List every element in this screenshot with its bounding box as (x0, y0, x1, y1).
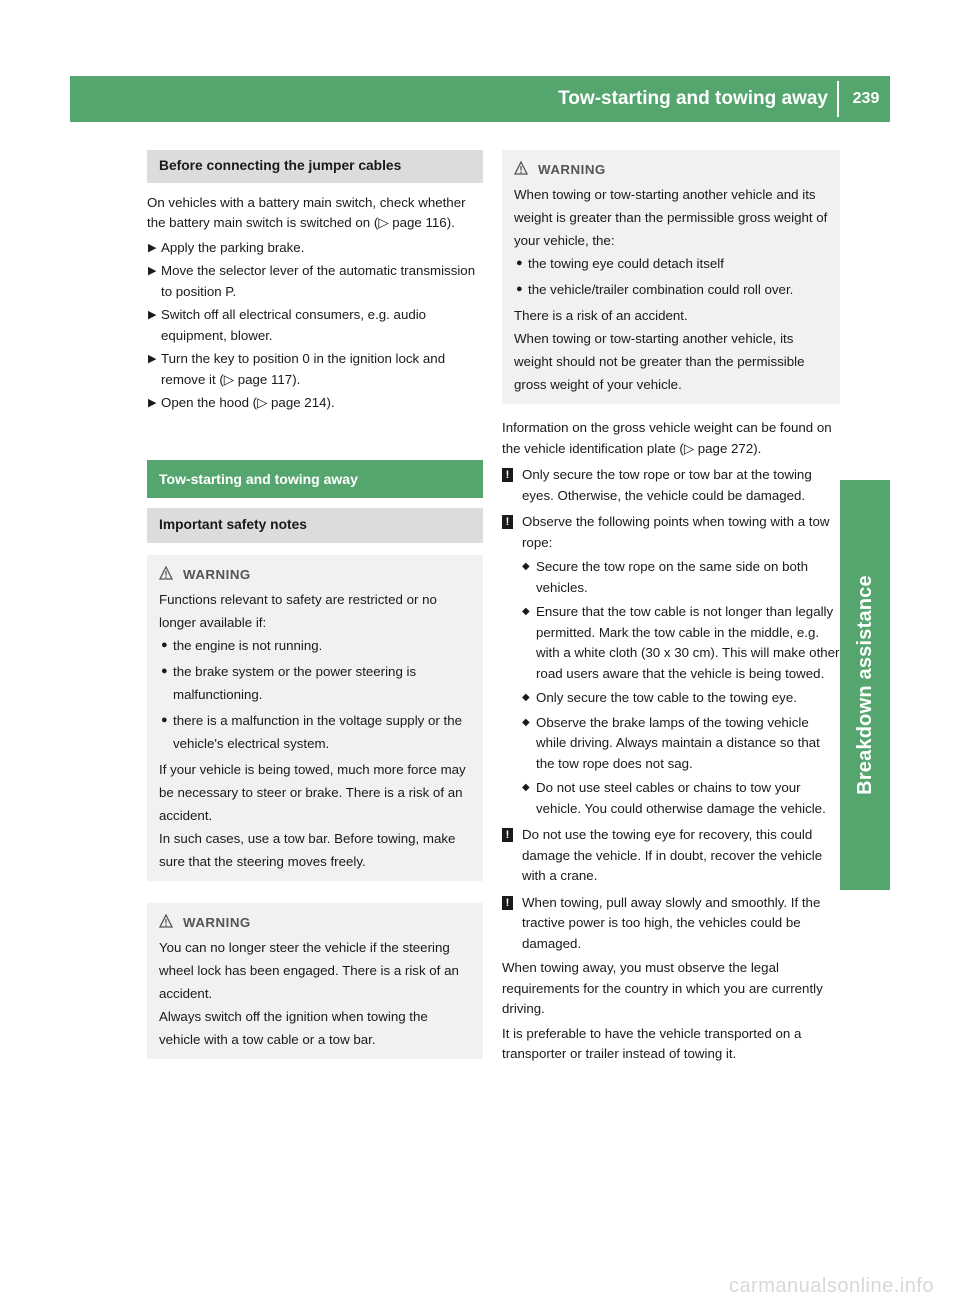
bullet-icon: ● (161, 664, 168, 677)
transport-recommendation-text: It is preferable to have the vehicle transported on a transporter or trailer instead of towing it. (502, 1025, 802, 1061)
diamond-bullet-icon: ◆ (522, 782, 530, 793)
gross-weight-info: Information on the gross vehicle weight can be found on the vehicle identification plate (▷ page 272). (502, 420, 832, 456)
warning-text: You can no longer steer the vehicle if the steering wheel lock has been engaged. There is a risk of an accident. (159, 939, 459, 1001)
sub-list-item: ◆ Observe the brake lamps of the towing vehicle while driving. Always maintain a distance so that the tow rope does not sag. (522, 714, 820, 771)
arrow-icon: ▶ (148, 265, 157, 277)
section-heading-towing: Tow-starting and towing away (147, 460, 483, 499)
subsection-heading-safety: Important safety notes (147, 508, 483, 543)
warning-text: Functions relevant to safety are restricted or no longer available if: (159, 591, 437, 630)
bullet-icon: ● (516, 283, 523, 295)
notice-item: ! Do not use the towing eye for recovery, this could damage the vehicle. If in doubt, recover the vehicle with a crane. (502, 825, 840, 887)
notice-item: ! Only secure the tow rope or tow bar at the towing eyes. Otherwise, the vehicle could be damaged. (502, 465, 840, 506)
bullet-icon: ● (161, 638, 168, 651)
bullet-icon: ● (516, 257, 523, 269)
list-item: ● the vehicle/trailer combination could roll over. (514, 278, 828, 301)
diamond-bullet-icon: ◆ (522, 561, 530, 572)
diamond-bullet-icon: ◆ (522, 692, 530, 703)
step-item: ▶ Move the selector lever of the automatic transmission to position P. (148, 263, 476, 299)
warning-heading: WARNING (159, 563, 471, 586)
sub-list-item: ◆ Do not use steel cables or chains to tow your vehicle. You could otherwise damage the vehicle. (522, 780, 826, 816)
arrow-icon: ▶ (148, 353, 157, 365)
warning-triangle-icon (514, 161, 528, 175)
warning-triangle-icon (159, 914, 173, 928)
notice-icon: ! (502, 468, 513, 482)
warning-triangle-icon (159, 566, 173, 580)
left-column (147, 150, 483, 1073)
warning-text: When towing or tow-starting another vehicle, its weight should not be greater than the permissible gross weight of your vehicle. (514, 331, 805, 392)
arrow-icon: ▶ (148, 397, 157, 409)
list-item: ● the brake system or the power steering is malfunctioning. (159, 660, 471, 706)
chapter-tab (840, 480, 890, 890)
warning-box (147, 555, 483, 881)
watermark: carmanualsonline.info (728, 1275, 934, 1297)
right-column (502, 150, 840, 1069)
step-item: ▶ Apply the parking brake. (147, 238, 483, 259)
arrow-icon: ▶ (148, 241, 157, 254)
warning-text: If your vehicle is being towed, much more force may be necessary to steer or brake. There is a risk of an accident. (159, 761, 466, 823)
list-item: ● the towing eye could detach itself (514, 252, 828, 275)
warning-text: Always switch off the ignition when towing the vehicle with a tow cable or a tow bar. (159, 1008, 428, 1047)
section-heading-jumper-cables: Before connecting the jumper cables (147, 150, 483, 183)
notice-item: ! When towing, pull away slowly and smoothly. If the tractive power is too high, the vehicles could be damaged. (502, 893, 840, 955)
notice-item: ! Observe the following points when towing with a tow rope: ◆ Secure the tow rope on the same side on both vehicles. ◆ Ensure that the tow cable is not longer than legally permitted. Mark the tow cable in the middle, e.g. with a white cloth (30 x 30 cm). This will make other road users aware that the vehicle is being towed. ◆ Only secure the tow cable to the towing eye. ◆ Observe the brake lamps of the towing vehicle while driving. Always maintain a distance so that the tow rope does not sag. ◆ Do not use steel cables or chains to tow your vehicle. You could otherwise damage the vehicle. (502, 512, 840, 819)
bullet-icon: ● (161, 713, 168, 726)
header-divider (837, 81, 839, 117)
diamond-bullet-icon: ◆ (522, 606, 530, 617)
notice-icon: ! (502, 896, 513, 910)
step-item: ▶ Switch off all electrical consumers, e.g. audio equipment, blower. (148, 307, 427, 343)
notice-icon: ! (502, 515, 513, 529)
legal-requirements-text: When towing away, you must observe the legal requirements for the country in which you are currently driving. (502, 960, 823, 1016)
page-number: 239 (852, 90, 880, 107)
list-item: ● the engine is not running. (159, 634, 471, 657)
warning-heading: WARNING (159, 911, 471, 934)
sub-list-item: ◆ Secure the tow rope on the same side on both vehicles. (522, 559, 809, 595)
arrow-icon: ▶ (148, 309, 157, 321)
header-title: Tow-starting and towing away (558, 88, 828, 109)
warning-heading: WARNING (514, 158, 828, 181)
step-item: ▶ Turn the key to position 0 in the ignition lock and remove it (▷ page 117). (148, 351, 446, 387)
warning-box (502, 150, 840, 404)
diamond-bullet-icon: ◆ (522, 716, 530, 728)
warning-box (147, 903, 483, 1059)
warning-text: There is a risk of an accident. (514, 308, 688, 323)
warning-text: In such cases, use a tow bar. Before towing, make sure that the steering moves freely. (159, 830, 456, 869)
step-item: ▶ Open the hood (▷ page 214). (147, 393, 483, 414)
warning-text: When towing or tow-starting another vehicle and its weight is greater than the permissible gross weight of your vehicle, the: (514, 187, 828, 248)
chapter-tab-label: Breakdown assistance (853, 575, 876, 795)
sub-list-item: ◆ Ensure that the tow cable is not longer than legally permitted. Mark the tow cable in the middle, e.g. with a white cloth (30 x 30 cm). This will make other road users aware that the vehicle is being towed. (522, 604, 840, 681)
notice-icon: ! (502, 828, 513, 842)
list-item: ● there is a malfunction in the voltage supply or the vehicle's electrical system. (159, 709, 471, 755)
sub-list-item: ◆ Only secure the tow cable to the towing eye. (522, 688, 840, 709)
page-header (70, 76, 890, 122)
jumper-intro: On vehicles with a battery main switch, check whether the battery main switch is switched on (▷ page 116). (147, 194, 466, 230)
